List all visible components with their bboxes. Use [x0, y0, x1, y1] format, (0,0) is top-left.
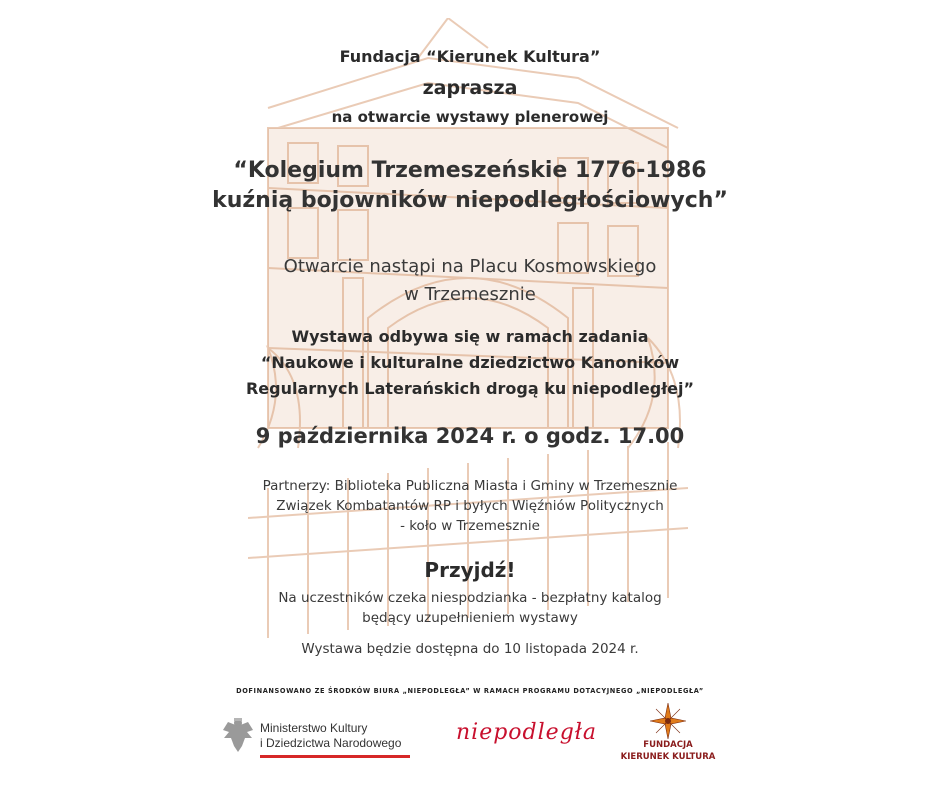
eagle-emblem-icon [220, 716, 256, 756]
opening-subheading: na otwarcie wystawy plenerowej [331, 108, 609, 126]
foundation-name: Fundacja “Kierunek Kultura” [339, 47, 601, 66]
compass-rose-icon [650, 703, 686, 739]
ministry-red-bar [260, 755, 410, 758]
task-line1: Wystawa odbywa się w ramach zadania [291, 327, 649, 346]
partners-line3: - koło w Trzemesznie [400, 518, 540, 534]
fundacja-line2: KIERUNEK KULTURA [620, 752, 716, 762]
ministry-name-line2: i Dziedzictwa Narodowego [260, 736, 402, 750]
task-line3: Regularnych Laterańskich drogą ku niepodległej” [245, 379, 695, 398]
exhibition-title-line2: kuźnią bojowników niepodległościowych” [212, 188, 728, 213]
place-line2: w Trzemesznie [404, 284, 536, 305]
fundacja-line1: FUNDACJA [643, 740, 693, 750]
fundacja-logo [620, 703, 716, 767]
place-line1: Otwarcie nastąpi na Placu Kosmowskiego [283, 256, 657, 277]
ministry-name-line1: Ministerstwo Kultury [260, 721, 368, 735]
partners-line2: Związek Kombatantów RP i byłych Więźniów Politycznych [276, 498, 664, 514]
invites-heading: zaprasza [422, 77, 518, 99]
funding-note: DOFINANSOWANO ZE ŚRODKÓW BIURA „NIEPODLEGŁA” W RAMACH PROGRAMU DOTACYJNEGO „NIEPODLEGŁA” [236, 687, 704, 695]
surprise-line2: będący uzupełnieniem wystawy [362, 610, 578, 626]
come-heading: Przyjdź! [424, 558, 516, 582]
availability-note: Wystawa będzie dostępna do 10 listopada 2024 r. [301, 641, 639, 657]
niepodlegla-logo: niepodległa [456, 720, 598, 745]
ministry-logo [220, 714, 420, 764]
exhibition-title-line1: “Kolegium Trzemeszeńskie 1776-1986 [233, 158, 707, 183]
event-date: 9 października 2024 r. o godz. 17.00 [255, 424, 685, 448]
task-line2: “Naukowe i kulturalne dziedzictwo Kanoników [260, 353, 680, 372]
surprise-line1: Na uczestników czeka niespodzianka - bezpłatny katalog [278, 590, 662, 606]
partners-line1: Partnerzy: Biblioteka Publiczna Miasta i Gminy w Trzemesznie [262, 478, 678, 494]
